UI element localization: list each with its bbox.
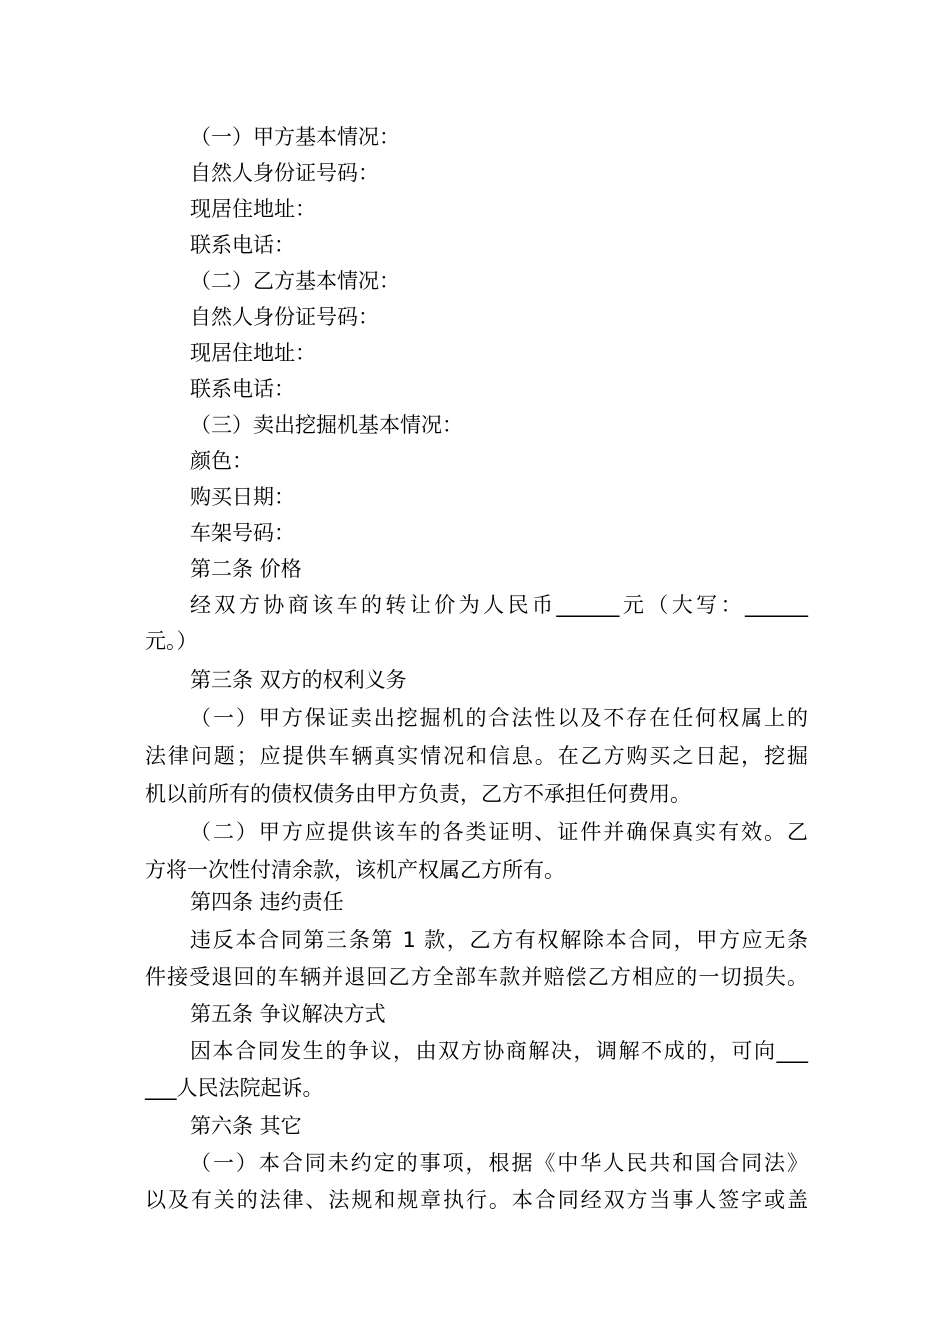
party-a-id-number: 自然人身份证号码： [190, 161, 379, 185]
party-b-id-number: 自然人身份证号码： [190, 305, 379, 329]
breach-clause-line-1: 违反本合同第三条第 1 款，乙方有权解除本合同，甲方应无条 [190, 928, 808, 952]
other-clause-line-1: （一）本合同未约定的事项，根据《中华人民共和国合同法》 [190, 1151, 808, 1175]
excavator-heading: （三）卖出挖掘机基本情况： [190, 413, 463, 437]
article-2-heading: 第二条 价格 [190, 557, 302, 581]
excavator-purchase-date: 购买日期： [190, 485, 295, 509]
party-b-heading: （二）乙方基本情况： [190, 269, 400, 293]
party-b-address: 现居住地址： [190, 341, 316, 365]
article-6-heading: 第六条 其它 [190, 1114, 302, 1138]
price-clause-line-1: 经双方协商该车的转让价为人民币______元（大写：______ [190, 593, 808, 617]
party-a-phone: 联系电话： [190, 233, 295, 257]
party-b-phone: 联系电话： [190, 377, 295, 401]
article-5-heading: 第五条 争议解决方式 [190, 1002, 386, 1026]
excavator-color: 颜色： [190, 449, 253, 473]
rights-clause-2-line-2: 方将一次性付清余款，该机产权属乙方所有。 [145, 858, 565, 882]
party-a-address: 现居住地址： [190, 197, 316, 221]
excavator-frame-number: 车架号码： [190, 521, 295, 545]
other-clause-line-2: 以及有关的法律、法规和规章执行。本合同经双方当事人签字或盖 [145, 1188, 808, 1212]
article-3-heading: 第三条 双方的权利义务 [190, 668, 407, 692]
rights-clause-1-line-1: （一）甲方保证卖出挖掘机的合法性以及不存在任何权属上的 [190, 706, 808, 730]
price-clause-line-2: 元。） [145, 629, 198, 653]
rights-clause-2-line-1: （二）甲方应提供该车的各类证明、证件并确保真实有效。乙 [190, 820, 808, 844]
dispute-clause-line-2: ___人民法院起诉。 [145, 1076, 324, 1100]
rights-clause-1-line-2: 法律问题；应提供车辆真实情况和信息。在乙方购买之日起，挖掘 [145, 744, 808, 768]
breach-clause-line-2: 件接受退回的车辆并退回乙方全部车款并赔偿乙方相应的一切损失。 [145, 965, 808, 989]
article-4-heading: 第四条 违约责任 [190, 890, 344, 914]
party-a-heading: （一）甲方基本情况： [190, 125, 400, 149]
dispute-clause-line-1: 因本合同发生的争议，由双方协商解决，调解不成的，可向___ [190, 1039, 808, 1063]
rights-clause-1-line-3: 机以前所有的债权债务由甲方负责，乙方不承担任何费用。 [145, 782, 691, 806]
